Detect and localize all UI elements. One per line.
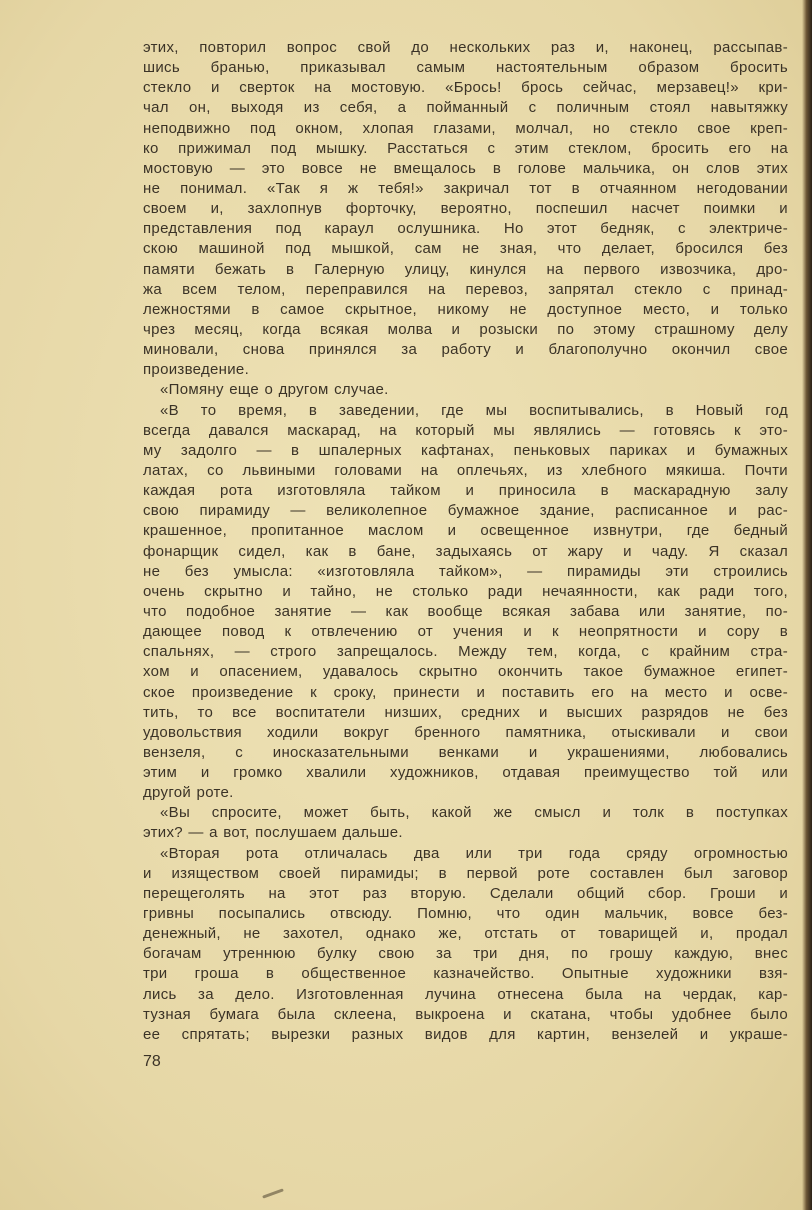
text-line: «Вторая рота отличалась два или три года сряду огромностью <box>160 844 788 862</box>
text-line: шись бранью, приказывал самым настоятельным образом бросить <box>143 59 788 77</box>
text-line: перещеголять на этот раз вторую. Сделали общий сбор. Гроши и <box>143 884 788 902</box>
text-line: не без умысла: «изготовляла тайком», — пирамиды эти строились <box>143 562 788 580</box>
text-line: стекло и сверток на мостовую. «Брось! брось сейчас, мерзавец!» кри- <box>143 79 788 97</box>
text-line: лись за дело. Изготовленная лучина отнесена была на чердак, кар- <box>143 985 788 1003</box>
text-line: латах, со львиными головами на оплечьях, из хлебного мякиша. Почти <box>143 461 788 479</box>
text-line: памяти бежать в Галерную улицу, кинулся на первого извозчика, дро- <box>143 260 788 278</box>
text-line: неподвижно под окном, хлопая глазами, молчал, но стекло свое креп- <box>143 119 788 137</box>
text-line: удовольствия ходили вокруг бренного памятника, отыскивали и свои <box>143 723 788 741</box>
text-line: и изяществом своей пирамиды; в первой роте составлен был заговор <box>143 864 788 882</box>
text-line: «Помяну еще о другом случае. <box>160 381 389 399</box>
text-line: «Вы спросите, может быть, какой же смысл и толк в поступках <box>160 804 788 822</box>
text-line: жа всем телом, переправился на перевоз, запрятал стекло с принад- <box>143 280 788 298</box>
text-line: тузная бумага была склеена, выкроена и скатана, чтобы удобнее было <box>143 1005 788 1023</box>
text-line: три гроша в общественное казначейство. Опытные художники взя- <box>143 965 788 983</box>
text-line: этих? — а вот, послушаем дальше. <box>143 824 403 842</box>
text-line: мостовую — это вовсе не вмещалось в голове мальчика, он слов этих <box>143 159 788 177</box>
text-line: произведение. <box>143 361 250 379</box>
text-line: этим и громко хвалили художников, отдавая преимущество той или <box>143 764 788 782</box>
text-line: спальнях, — строго запрещалось. Между тем, когда, с крайним стра- <box>143 643 788 661</box>
text-line: ее спрятать; вырезки разных видов для картин, вензелей и украше- <box>143 1025 788 1043</box>
text-line: миновали, снова принялся за работу и благополучно окончил свое <box>143 341 788 359</box>
text-line: всегда давался маскарад, на который мы являлись — готовясь к это- <box>143 421 788 439</box>
text-line: денежный, не захотел, однако же, отстать от товарищей и, продал <box>143 925 788 943</box>
text-line: хом и опасением, удавалось скрытно окончить такое бумажное египет- <box>143 663 788 681</box>
text-line: му задолго — в шпалерных кафтанах, пеньковых париках и бумажных <box>143 441 788 459</box>
text-line: тить, то все воспитатели низших, средних и высших разрядов не без <box>143 703 788 721</box>
text-line: чрез месяц, когда всякая молва и розыски по этому страшному делу <box>143 320 788 338</box>
text-line: вензеля, с иносказательными венками и украшениями, любовались <box>143 743 788 761</box>
text-line: богачам утреннюю булку свою за три дня, по грошу каждую, внес <box>143 945 788 963</box>
text-line: фонарщик сидел, как в бане, задыхаясь от жару и чаду. Я сказал <box>143 542 788 560</box>
text-line: чал он, выходя из себя, а пойманный с поличным стоял навытяжку <box>143 99 788 117</box>
text-line: скою машиной под мышкой, сам не зная, что делает, бросился без <box>143 240 788 258</box>
text-line: гривны посыпались отвсюду. Помню, что один мальчик, вовсе без- <box>143 905 788 923</box>
text-line: каждая рота изготовляла тайком и приносила в маскарадную залу <box>143 482 788 500</box>
text-line: крашенное, пропитанное маслом и освещенное извнутри, где бедный <box>143 522 788 540</box>
page-number: 78 <box>143 1053 161 1070</box>
text-line: дающее повод к отвлечению от учения и к неопрятности и сору в <box>143 623 788 641</box>
text-line: своем и, захлопнув форточку, вероятно, поспешил насчет поимки и <box>143 200 788 218</box>
text-line: лежностями в самое скрытное, никому не доступное место, и только <box>143 300 788 318</box>
page-body-text <box>143 38 788 1045</box>
text-line: не понимал. «Так я ж тебя!» закричал тот в отчаянном негодовании <box>143 179 788 197</box>
text-line: другой роте. <box>143 784 234 802</box>
text-line: представления под караул ослушника. Но этот бедняк, с электриче- <box>143 220 788 238</box>
binding-shadow <box>802 0 812 1210</box>
text-line: ское произведение к сроку, принести и поставить его на место и осве- <box>143 683 788 701</box>
scan-mark <box>262 1188 284 1198</box>
text-line: свою пирамиду — великолепное бумажное здание, расписанное и рас- <box>143 502 788 520</box>
text-line: этих, повторил вопрос свой до нескольких раз и, наконец, рассыпав- <box>143 39 788 56</box>
text-line: что подобное занятие — как вообще всякая забава или занятие, по- <box>143 602 788 620</box>
text-line: очень скрытно и тайно, не столько ради нечаянности, как ради того, <box>143 582 788 600</box>
text-line: «В то время, в заведении, где мы воспитывались, в Новый год <box>160 401 788 419</box>
text-line: ко прижимал под мышку. Расстаться с этим стеклом, бросить его на <box>143 139 788 157</box>
